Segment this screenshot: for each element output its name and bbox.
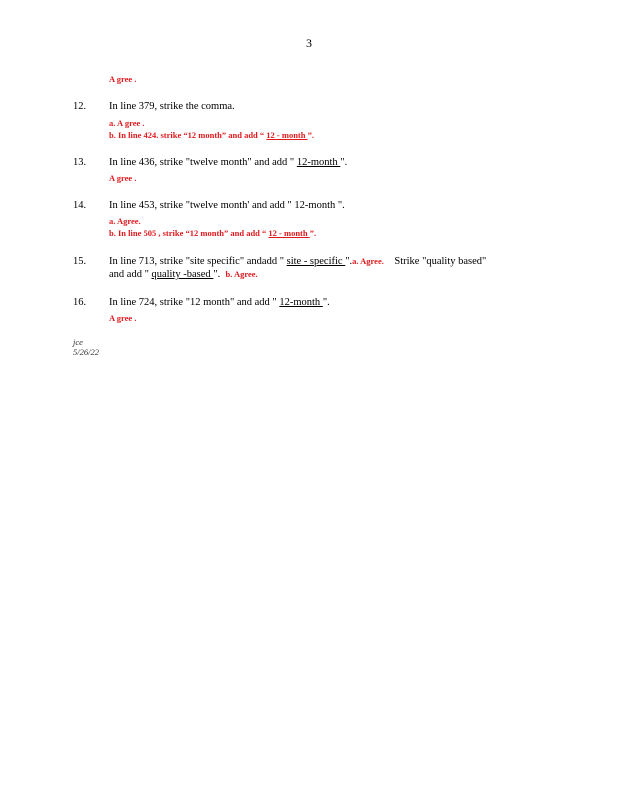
item-15-number: 15. bbox=[73, 256, 87, 267]
item-16-text bbox=[109, 297, 330, 309]
item-14-note-b-underlined: 12 - month bbox=[268, 228, 310, 238]
item-16-text-post: ". bbox=[322, 297, 330, 308]
item-14-note-b bbox=[109, 228, 316, 238]
item-15-note-b: b. Agree. bbox=[225, 269, 258, 279]
top-note: A gree . bbox=[109, 74, 137, 84]
item-16-number: 16. bbox=[73, 297, 87, 308]
item-12-number: 12. bbox=[73, 101, 87, 112]
item-13-number: 13. bbox=[73, 157, 87, 168]
item-14-note-b-post: ”. bbox=[309, 228, 317, 238]
item-13-note: A gree . bbox=[109, 173, 137, 183]
item-13-text-pre: In line 436, strike "twelve month" and add " bbox=[109, 157, 297, 168]
item-15-line-1-underlined: site - specific bbox=[286, 256, 346, 267]
item-12-note-b bbox=[109, 130, 314, 140]
item-12-note-b-pre: b. In line 424. strike “12 month” and add “ bbox=[109, 130, 267, 140]
item-13-text bbox=[109, 157, 347, 169]
item-13-text-underlined: 12-month bbox=[296, 157, 341, 168]
item-12-text: In line 379, strike the comma. bbox=[109, 101, 235, 112]
item-14-note-b-pre: b. In line 505 , strike “12 month” and add “ bbox=[109, 228, 269, 238]
signature-initials: jce bbox=[73, 337, 83, 347]
item-12-note-a: a. A gree . bbox=[109, 118, 145, 128]
item-16-note: A gree . bbox=[109, 313, 137, 323]
item-12-note-b-underlined: 12 - month bbox=[266, 130, 308, 140]
page-number: 3 bbox=[306, 36, 312, 50]
item-14-text: In line 453, strike "twelve month' and add " 12-month ". bbox=[109, 200, 345, 211]
item-15-line-2-underlined: quality -based bbox=[151, 269, 214, 280]
item-15-line-1-pre: In line 713, strike "site specific" andadd " bbox=[109, 256, 287, 267]
item-15-note-a: a. Agree. bbox=[352, 256, 384, 266]
item-15-line-2-post: ". bbox=[213, 269, 221, 280]
signature-date: 5/26/22 bbox=[73, 347, 99, 357]
item-14-number: 14. bbox=[73, 200, 87, 211]
item-15-line-1-tail: Strike "quality based" bbox=[394, 256, 487, 267]
item-15-line-2-pre: and add " bbox=[109, 269, 152, 280]
item-16-text-underlined: 12-month bbox=[279, 297, 323, 308]
item-12-note-b-post: ”. bbox=[307, 130, 314, 140]
item-16-text-pre: In line 724, strike "12 month" and add " bbox=[109, 297, 280, 308]
item-15-line-1 bbox=[109, 256, 486, 268]
item-15-line-1-post: ". bbox=[345, 256, 353, 267]
item-13-text-post: ". bbox=[340, 157, 348, 168]
item-14-note-a: a. Agree. bbox=[109, 216, 141, 226]
item-15-line-2 bbox=[109, 269, 258, 281]
